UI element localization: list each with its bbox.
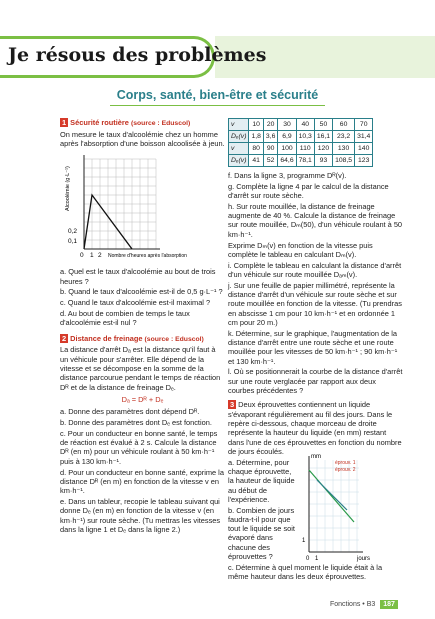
exercise-2-heading	[60, 334, 225, 344]
exercise-1-intro: On mesure le taux d'alcoolémie chez un homme après l'absorption d'une boisson alcoolisée à jeun.	[60, 129, 225, 149]
table-row: v 10 20 30 40 50 60 70	[229, 119, 373, 131]
question-2g: g. Complète la ligne 4 par le calcul de la distance d'arrêt sur route sèche.	[228, 181, 389, 201]
svg-text:0: 0	[80, 252, 84, 260]
evaporation-line-2	[317, 480, 347, 510]
table-row: v 80 90 100 110 120 130 140	[229, 143, 373, 155]
exercise-number: 2	[62, 333, 67, 343]
graph-ylabel: Alcoolémie (g·L⁻¹)	[65, 166, 71, 212]
question-1a: a. Quel est le taux d'alcoolémie au bout de trois heures ?	[60, 267, 216, 286]
svg-text:mm: mm	[311, 454, 321, 460]
exercise-3-intro: 3 Deux éprouvettes contiennent un liquide s'évaporant régulièrement au fil des jours. Dans le repère ci-dessous, chaque morceau de droite représente la hauteur du liquide (en mm) restant dans l'une de ces éprouvettes en fonction du nombre de jours écoulés.	[228, 400, 402, 456]
svg-text:0,1: 0,1	[68, 238, 78, 246]
exercise-source: (source : Eduscol)	[130, 120, 191, 127]
exercise-3-questions	[228, 458, 298, 562]
svg-text:éprouv. 2: éprouv. 2	[335, 467, 356, 473]
exercise-number: 1	[62, 118, 67, 127]
graph-xlabel: Nombre d'heures après l'absorption	[108, 253, 187, 260]
exercise-source: (source : Eduscol)	[144, 335, 204, 343]
svg-text:1: 1	[315, 556, 319, 562]
question-2j: j. Sur une feuille de papier millimétré, représente la distance d'arrêt d'un véhicule sur route sèche et sur route mouillée en fonction de la vitesse. (Tu prendras en abscisse 1 cm pour 10 km·h⁻¹ et en ordonnée 1 cm pour 20 m.)	[228, 280, 402, 327]
question-2e: e. Dans un tableur, recopie le tableau suivant qui donne Dₑ (en m) en fonction de la vitesse v (en km·h⁻¹) sur route sèche. (Tu mettras les vitesses dans la ligne 1 et Dₑ dans la ligne 2.)	[60, 496, 221, 534]
svg-text:jours: jours	[357, 556, 371, 562]
evaporation-graph	[299, 452, 379, 567]
exercise-title: Distance de freinage	[70, 333, 143, 343]
question-2h: h. Sur route mouillée, la distance de freinage augmente de 40 %. Calcule la distance de freinage sur route mouillée, Dₘ(50), d'un véhicule roulant à 50 km·h⁻¹.	[228, 201, 403, 239]
page-footer	[330, 600, 398, 609]
svg-text:1: 1	[90, 252, 94, 260]
page-header	[0, 0, 435, 80]
exercise-1-heading	[60, 118, 225, 128]
braking-table	[228, 118, 373, 167]
question-1c: c. Quand le taux d'alcoolémie est-il maximal ?	[60, 298, 211, 308]
question-2h-cont: Exprime Dₘ(v) en fonction de la vitesse puis complète le tableau en calculant Dₘ(v).	[228, 240, 373, 259]
svg-text:2: 2	[98, 252, 102, 260]
left-column	[60, 118, 225, 536]
question-2f: f. Dans la ligne 3, programme Dᴿ(v).	[228, 171, 347, 180]
section-divider	[110, 105, 325, 106]
svg-text:éprouv. 1: éprouv. 1	[335, 460, 356, 466]
question-1d: d. Au bout de combien de temps le taux d'alcoolémie est-il nul ?	[60, 309, 190, 328]
page-title: Je résous des problèmes	[8, 44, 267, 66]
question-2i: i. Complète le tableau en calculant la distance d'arrêt d'un véhicule sur route mouillée Dₐₘ(v).	[228, 260, 402, 279]
alcohol-graph	[60, 151, 225, 263]
svg-text:0: 0	[306, 556, 310, 562]
exercise-2-intro: La distance d'arrêt Dₐ est la distance qu'il faut à un véhicule pour s'arrêter. Elle dépend de la vitesse et se décompose en la somme de la distance parcourue pendant le temps de réaction Dᴿ et de la distance de freinage Dₑ.	[60, 345, 221, 392]
table-row: Dₑ(v) 41 52 64,6 78,1 93 108,5 123	[229, 155, 373, 167]
question-3b: b. Combien de jours faudra-t-il pour que tout le liquide se soit évaporé dans chacune des éprouvettes ?	[228, 505, 295, 562]
stopping-distance-formula: Dₐ = Dᴿ + Dₑ	[121, 394, 164, 404]
question-2b: b. Donne des paramètres dont Dₑ est fonction.	[60, 418, 212, 428]
section-title: Corps, santé, bien-être et sécurité	[116, 88, 319, 102]
question-2l: l. Où se positionnerait la courbe de la distance d'arrêt sur une route verglacée par rapport aux deux courbes précédentes ?	[228, 367, 403, 396]
question-2c: c. Pour un conducteur en bonne santé, le temps de réaction est évalué à 2 s. Calcule la distance Dᴿ (en m) pour un véhicule roulant à 50 km·h⁻¹ puis à 130 km·h⁻¹.	[60, 428, 218, 466]
svg-text:0,2: 0,2	[68, 228, 78, 236]
question-1b: b. Quand le taux d'alcoolémie est-il de 0,5 g·L⁻¹ ?	[60, 287, 223, 297]
page-number: 187	[380, 600, 398, 609]
question-2d: d. Pour un conducteur en bonne santé, exprime la distance Dᴿ (en m) en fonction de la vitesse v en km·h⁻¹.	[60, 467, 224, 496]
question-2a: a. Donne des paramètres dont dépend Dᴿ.	[60, 407, 200, 417]
footer-label: Fonctions • B3	[330, 601, 376, 608]
exercise-title: Sécurité routière	[70, 118, 129, 127]
table-row: Dₑ(v) 1,8 3,6 6,9 10,3 16,1 23,2 31,4	[229, 131, 373, 143]
question-3c: c. Détermine à quel moment le liquide était à la même hauteur dans les deux éprouvettes.	[228, 562, 383, 582]
svg-text:1: 1	[302, 538, 306, 544]
question-2k: k. Détermine, sur le graphique, l'augmentation de la distance d'arrêt entre une route sèche et une route mouillée pour les vitesses de 50 km·h⁻¹ ; 90 km·h⁻¹ et 130 km·h⁻¹.	[228, 328, 398, 366]
question-3a: a. Détermine, pour chaque éprouvette, la hauteur de liquide au début de l'expérience.	[228, 457, 295, 504]
exercise-number: 3	[230, 400, 235, 410]
evaporation-line-1	[309, 470, 354, 522]
